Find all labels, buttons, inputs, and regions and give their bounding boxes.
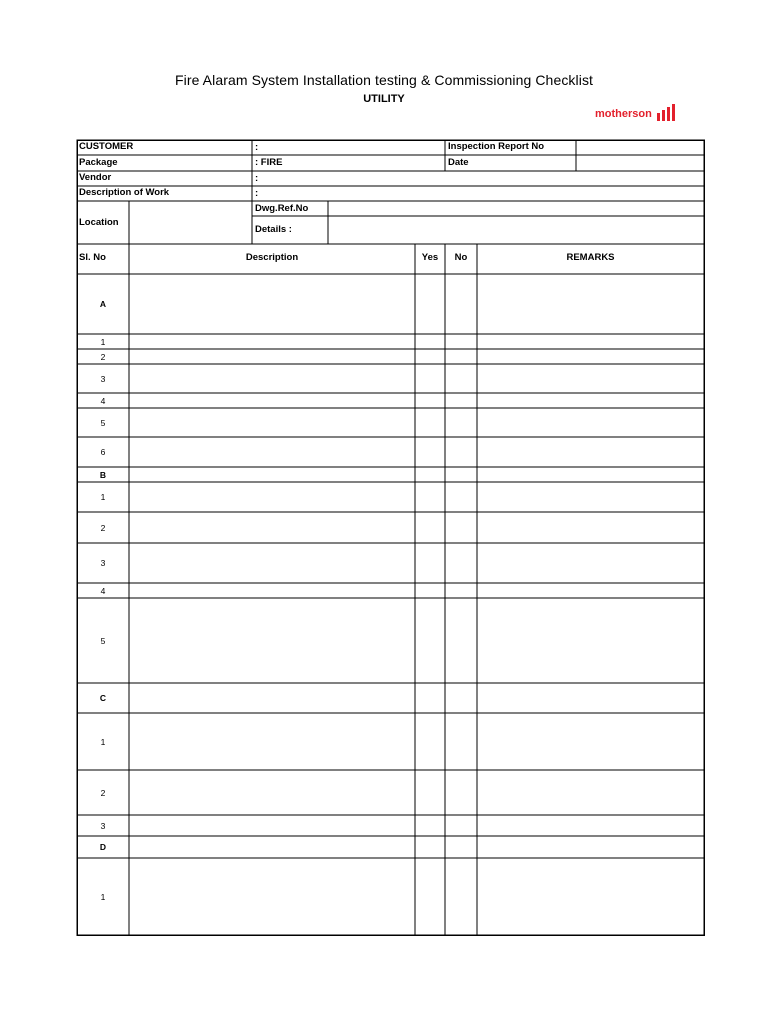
item-number: 2 bbox=[100, 787, 106, 798]
col-header-no: No bbox=[454, 252, 468, 263]
item-number: 1 bbox=[100, 891, 106, 902]
customer-value[interactable]: : bbox=[255, 142, 259, 153]
item-number: 3 bbox=[100, 373, 106, 384]
item-number: 5 bbox=[100, 417, 106, 428]
col-header-remarks: REMARKS bbox=[566, 252, 615, 263]
col-header-yes: Yes bbox=[421, 252, 439, 263]
item-number: 6 bbox=[100, 447, 106, 457]
section-label: A bbox=[99, 299, 107, 309]
description-of-work-label: Description of Work bbox=[79, 187, 170, 198]
item-number: 5 bbox=[100, 635, 106, 646]
item-number: 1 bbox=[100, 492, 106, 502]
details-label: Details : bbox=[255, 224, 292, 235]
item-number: 4 bbox=[100, 585, 106, 596]
vendor-value[interactable]: : bbox=[255, 173, 259, 184]
date-label: Date bbox=[448, 157, 469, 168]
customer-label: CUSTOMER bbox=[79, 141, 134, 152]
item-number: 2 bbox=[100, 522, 106, 533]
item-number: 1 bbox=[100, 336, 106, 347]
package-label: Package bbox=[79, 157, 118, 168]
item-number: 1 bbox=[100, 736, 106, 747]
section-label: D bbox=[99, 842, 107, 852]
item-number: 3 bbox=[100, 558, 106, 568]
document-subtitle: UTILITY bbox=[363, 93, 405, 105]
dwg-ref-label: Dwg.Ref.No bbox=[255, 203, 309, 214]
section-label: B bbox=[99, 469, 107, 480]
item-number: 2 bbox=[100, 351, 106, 362]
description-of-work-value[interactable]: : bbox=[255, 188, 259, 199]
item-number: 4 bbox=[100, 395, 106, 406]
location-label: Location bbox=[79, 217, 119, 228]
col-header-description: Description bbox=[245, 252, 299, 263]
logo-text: motherson bbox=[595, 108, 652, 120]
item-number: 3 bbox=[100, 820, 106, 831]
package-value[interactable]: : FIRE bbox=[255, 157, 283, 168]
inspection-report-label: Inspection Report No bbox=[448, 141, 545, 152]
vendor-label: Vendor bbox=[79, 172, 112, 183]
document-title: Fire Alaram System Installation testing & Commissioning Checklist bbox=[174, 72, 594, 88]
section-label: C bbox=[99, 693, 107, 703]
col-header-slno: Sl. No bbox=[79, 252, 106, 263]
